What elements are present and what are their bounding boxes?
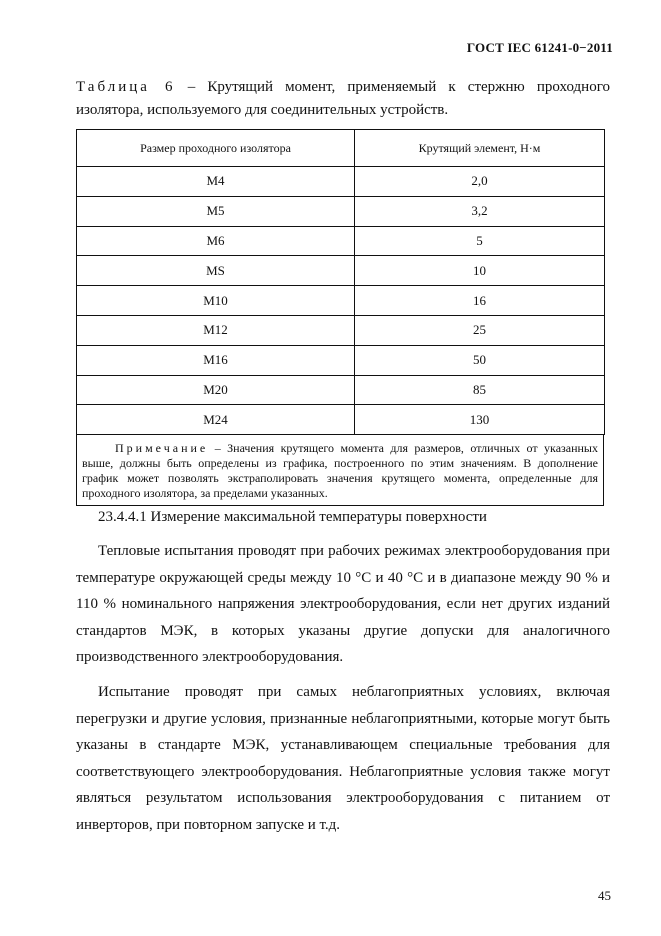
size-cell: MS xyxy=(77,256,355,286)
size-cell: M4 xyxy=(77,167,355,197)
table-row xyxy=(77,405,605,435)
torque-cell: 25 xyxy=(355,315,605,345)
torque-cell: 10 xyxy=(355,256,605,286)
torque-table-container xyxy=(76,129,604,506)
size-cell: M12 xyxy=(77,315,355,345)
torque-cell: 16 xyxy=(355,286,605,316)
size-cell: M16 xyxy=(77,345,355,375)
size-cell: M20 xyxy=(77,375,355,405)
section-heading: 23.4.4.1 Измерение максимальной температуры поверхности xyxy=(98,509,487,525)
size-cell: M6 xyxy=(77,226,355,256)
torque-cell: 130 xyxy=(355,405,605,435)
page-number: 45 xyxy=(598,888,611,903)
table-note xyxy=(76,435,604,506)
column-header-size: Размер проходного изолятора xyxy=(77,130,355,167)
table-note-label: Примечание xyxy=(115,441,209,456)
document-header: ГОСТ IEC 61241-0−2011 xyxy=(466,40,613,55)
table-row xyxy=(77,345,605,375)
table-row xyxy=(77,256,605,286)
size-cell: M10 xyxy=(77,286,355,316)
table-note-text: – Значения крутящего момента для размеров, отличных от указанных выше, должны быть определены из графика, построенного по этим значениям. В дополнение график может позволять экстраполировать значения крутящего момента, определенные для проходного изолятора, за пределами указанных. xyxy=(82,441,598,501)
torque-cell: 5 xyxy=(355,226,605,256)
table-row xyxy=(77,167,605,197)
table-caption-text: – Крутящий момент, применяемый к стержню проходного изолятора, используемого для соединительных устройств. xyxy=(76,79,610,118)
size-cell: M24 xyxy=(77,405,355,435)
torque-cell: 3,2 xyxy=(355,196,605,226)
table-caption xyxy=(76,76,610,122)
torque-cell: 85 xyxy=(355,375,605,405)
size-cell: M5 xyxy=(77,196,355,226)
table-caption-label: Таблица 6 xyxy=(76,79,176,95)
table-row xyxy=(77,315,605,345)
table-row xyxy=(77,196,605,226)
table-row xyxy=(77,226,605,256)
torque-table xyxy=(76,129,605,435)
torque-cell: 2,0 xyxy=(355,167,605,197)
torque-cell: 50 xyxy=(355,345,605,375)
table-header-row xyxy=(77,130,605,167)
paragraph: Испытание проводят при самых неблагоприятных условиях, включая перегрузки и другие условия, признанные неблагоприятными, которые могут быть указаны в стандарте МЭК, устанавливающем специальные требования для соответствующего электрооборудования. Неблагоприятные условия также могут являться результатом использования электрооборудования с питанием от инверторов, при повторном запуске и т.д. xyxy=(76,684,610,833)
table-row xyxy=(77,375,605,405)
paragraph: Тепловые испытания проводят при рабочих режимах электрооборудования при температуре окружающей среды между 10 °С и 40 °С и в диапазоне между 90 % и 110 % номинального напряжения электрооборудования, если нет других изданий стандартов МЭК, в которых указаны другие допуски для аналогичного производственного электрооборудования. xyxy=(76,543,610,665)
table-row xyxy=(77,286,605,316)
column-header-torque: Крутящий элемент, Н·м xyxy=(355,130,605,167)
